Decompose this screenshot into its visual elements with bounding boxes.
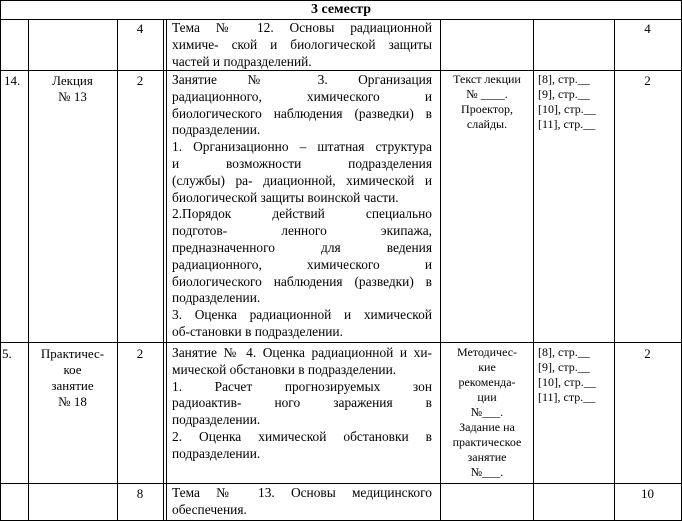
row4-right-hours: 10 bbox=[641, 486, 654, 501]
row1-line-1: Тема № 12. Основы радиационной bbox=[172, 20, 432, 35]
row1-right-hours: 4 bbox=[644, 21, 651, 36]
row2-line-5: 1. Организационно – штатная структура bbox=[172, 139, 432, 155]
row4-line-2: обеспечения. bbox=[172, 501, 247, 517]
row3-line-6: 2. Оценка химической обстановки в bbox=[172, 428, 432, 444]
row3-material-2: кие bbox=[478, 360, 496, 374]
row2-line-11: предназначенного для ведения bbox=[172, 239, 432, 255]
vline-3b bbox=[166, 19, 167, 521]
row3-material-7: практическое bbox=[452, 435, 522, 449]
row2-line-12: радиационного, химического и bbox=[172, 256, 432, 272]
row2-line-8: биологической защиты воинской части. bbox=[172, 189, 399, 205]
row2-content bbox=[172, 72, 432, 341]
row2-material-4: слайды. bbox=[466, 117, 508, 131]
vline-6 bbox=[614, 19, 615, 521]
row2-line-4: подразделении. bbox=[172, 122, 261, 138]
row2-line-9: 2.Порядок действий специально bbox=[172, 206, 432, 222]
row4-hours: 8 bbox=[136, 486, 144, 501]
row3-material-1: Методичес- bbox=[456, 345, 518, 359]
row2-material-2: № ____. bbox=[466, 87, 508, 101]
row2-right-hours: 2 bbox=[644, 73, 651, 88]
row2-line-16: об-становки в подразделении. bbox=[172, 323, 343, 339]
row3-material-3: рекоменда- bbox=[458, 375, 516, 389]
row2-line-3: биологического наблюдения (разведки) в bbox=[172, 105, 432, 121]
row3-line-3: 1. Расчет прогнозируемых зон bbox=[172, 378, 432, 394]
row1-content bbox=[172, 20, 432, 70]
row3-line-4: радиоактив- ного заражения в bbox=[172, 395, 432, 411]
row2-lit-4: [11], стр.__ bbox=[538, 117, 596, 131]
semester-header: 3 семестр bbox=[310, 2, 372, 17]
row3-type-4: № 18 bbox=[58, 394, 87, 409]
row3-right-hours: 2 bbox=[644, 346, 651, 361]
row2-line-1: Занятие № 3. Организация bbox=[172, 72, 432, 87]
vline-3 bbox=[163, 19, 164, 521]
row2-material-1: Текст лекции bbox=[453, 72, 521, 86]
row3-type-3: занятие bbox=[51, 378, 94, 393]
hline-bottom bbox=[0, 520, 682, 521]
row3-lit-4: [11], стр.__ bbox=[538, 390, 596, 404]
row3-literature bbox=[538, 345, 614, 405]
row2-line-13: биологического наблюдения (разведки) в bbox=[172, 273, 432, 289]
row2-line-7: (службы) ра- диационной, химической и bbox=[172, 172, 432, 188]
row3-content bbox=[172, 345, 432, 463]
row2-lit-2: [9], стр.__ bbox=[538, 87, 590, 101]
row1-line-3: частей и подразделений. bbox=[172, 53, 312, 69]
row3-material-4: ции bbox=[477, 390, 497, 404]
row3-material-5: №___. bbox=[470, 405, 504, 419]
row4-line-1: Тема № 13. Основы медицинского bbox=[172, 485, 432, 500]
vline-2 bbox=[117, 19, 118, 521]
row3-hours: 2 bbox=[136, 346, 144, 361]
row2-line-15: 3. Оценка радиационной и химической bbox=[172, 307, 432, 323]
row2-material-3: Проектор, bbox=[461, 102, 513, 116]
row3-lit-3: [10], стр.__ bbox=[538, 375, 596, 389]
row1-line-2: химиче- ской и биологической защиты bbox=[172, 36, 432, 52]
row3-type-1: Практичес- bbox=[40, 346, 105, 361]
row2-line-6: и возможности подразделения bbox=[172, 155, 432, 171]
row3-line-2: мической обстановки в подразделении. bbox=[172, 361, 397, 377]
vline-0 bbox=[0, 0, 1, 521]
row2-lit-3: [10], стр.__ bbox=[538, 102, 596, 116]
row3-lit-2: [9], стр.__ bbox=[538, 360, 590, 374]
row2-type-1: Лекция bbox=[52, 73, 93, 88]
row2-hours: 2 bbox=[136, 73, 144, 88]
row2-lit-1: [8], стр.__ bbox=[538, 72, 590, 86]
row2-materials bbox=[441, 72, 533, 132]
hline-top bbox=[0, 0, 682, 1]
row3-material-6: Задание на bbox=[459, 420, 515, 434]
row3-material-9: №___. bbox=[470, 465, 504, 479]
row3-line-1: Занятие № 4. Оценка радиационной и хи- bbox=[172, 345, 432, 360]
row2-line-14: подразделении. bbox=[172, 290, 261, 306]
row2-line-2: радиационного, химического и bbox=[172, 88, 432, 104]
row2-line-10: подготов- ленного экипажа, bbox=[172, 223, 432, 239]
row1-hours: 4 bbox=[136, 21, 144, 36]
row3-material-8: занятие bbox=[467, 450, 507, 464]
row3-lit-1: [8], стр.__ bbox=[538, 345, 590, 359]
row2-literature bbox=[538, 72, 614, 132]
row2-type-2: № 13 bbox=[58, 89, 87, 104]
row3-materials bbox=[441, 345, 533, 480]
row4-content bbox=[172, 485, 432, 519]
row3-number: 5. bbox=[2, 346, 12, 361]
hline-row3 bbox=[0, 483, 682, 484]
row3-line-7: подразделении. bbox=[172, 445, 261, 461]
hline-row2 bbox=[0, 342, 682, 343]
vline-5 bbox=[533, 19, 534, 521]
row3-type-2: кое bbox=[63, 362, 82, 377]
row2-number: 14. bbox=[4, 73, 21, 88]
row3-line-5: подразделении. bbox=[172, 412, 261, 428]
